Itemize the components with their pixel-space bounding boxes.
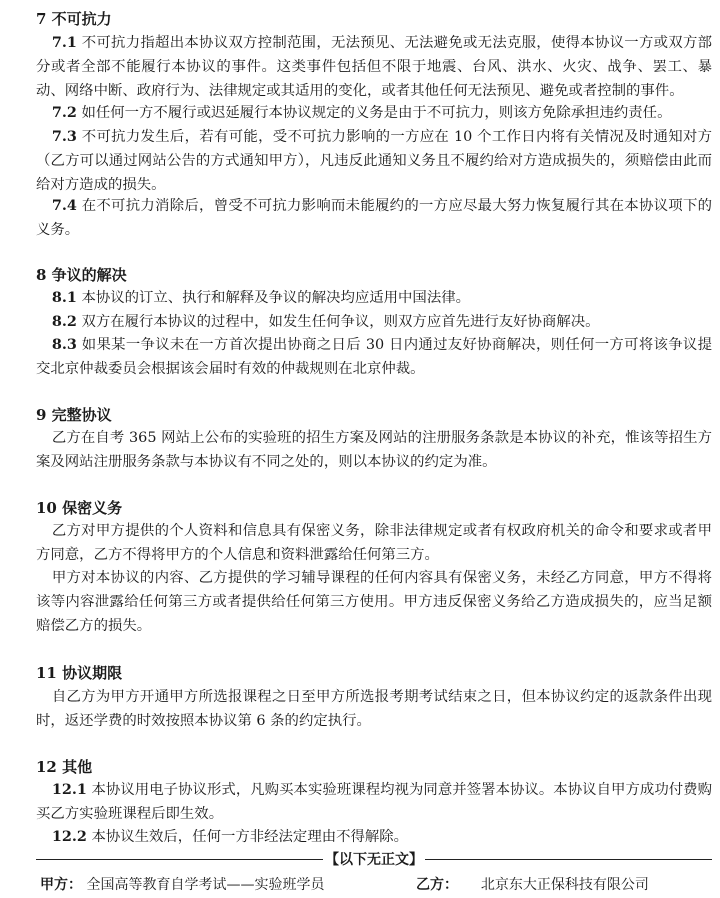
clause-12-1: 12.1 本协议用电子协议形式，凡购买本实验班课程均视为同意并签署本协议。本协议自甲方成功付费购买乙方实验班课程后即生效。 [36, 781, 712, 822]
section-title-8: 8 争议的解决 [36, 266, 127, 284]
section-title-10: 10 保密义务 [36, 499, 123, 517]
clause-7-3: 7.3 不可抗力发生后，若有可能，受不可抗力影响的一方应在 10 个工作日内将有关情况及时通知对方（乙方可以通过网站公告的方式通知甲方），凡违反此通知义务且不履约给对方造成损失的，须赔偿由此而给对方造成的损失。 [36, 128, 712, 193]
party-b-signature [416, 874, 649, 896]
section-title-9: 9 完整协议 [36, 406, 112, 424]
divider-rule-right [425, 859, 712, 860]
clause-8-2: 8.2 双方在履行本协议的过程中，如发生任何争议，则双方应首先进行友好协商解决。 [51, 313, 600, 330]
clause-9: 乙方在自考 365 网站上公布的实验班的招生方案及网站的注册服务条款是本协议的补充，惟该等招生方案及网站注册服务条款与本协议有不同之处的，则以本协议的约定为准。 [36, 430, 712, 470]
party-b-value: 北京东大正保科技有限公司 [480, 877, 649, 893]
clause-10-a: 乙方对甲方提供的个人资料和信息具有保密义务，除非法律规定或者有权政府机关的命令和要求或者甲方同意，乙方不得将甲方的个人信息和资料泄露给任何第三方。 [36, 523, 712, 563]
party-a-value: 全国高等教育自学考试——实验班学员 [86, 877, 325, 893]
clause-10-b: 甲方对本协议的内容、乙方提供的学习辅导课程的任何内容具有保密义务，未经乙方同意，甲方不得将该等内容泄露给任何第三方或者提供给任何第三方使用。甲方违反保密义务给乙方造成损失的，应当足额赔偿乙方的损失。 [36, 570, 712, 634]
section-title-12: 12 其他 [36, 758, 93, 776]
party-b-label: 乙方： [416, 877, 458, 893]
clause-12-2: 12.2 本协议生效后，任何一方非经法定理由不得解除。 [51, 828, 409, 845]
clause-7-1: 7.1 不可抗力指超出本协议双方控制范围，无法预见、无法避免或无法克服，使得本协议一方或双方部分或者全部不能履行本协议的事件。这类事件包括但不限于地震、台风、洪水、火灾、战争、罢工、暴动、网络中断、政府行为、法律规定或其适用的变化，或者其他任何无法预见、避免或者控制的事件。 [36, 34, 712, 99]
section-title-7: 7 不可抗力 [36, 10, 112, 28]
clause-7-4: 7.4 在不可抗力消除后，曾受不可抗力影响而未能履约的一方应尽最大努力恢复履行其在本协议项下的义务。 [36, 197, 712, 238]
clause-8-3: 8.3 如果某一争议未在一方首次提出协商之日后 30 日内通过友好协商解决，则任何一方可将该争议提交北京仲裁委员会根据该会届时有效的仲裁规则在北京仲裁。 [36, 336, 712, 377]
clause-7-2: 7.2 如任何一方不履行或迟延履行本协议规定的义务是由于不可抗力，则该方免除承担违约责任。 [51, 104, 672, 121]
clause-11: 自乙方为甲方开通甲方所选报课程之日至甲方所选报考期考试结束之日，但本协议约定的返款条件出现时，返还学费的时效按照本协议第 6 条的约定执行。 [36, 689, 712, 729]
clause-8-1: 8.1 本协议的订立、执行和解释及争议的解决均应适用中国法律。 [51, 289, 470, 306]
section-title-11: 11 协议期限 [36, 664, 123, 682]
end-of-text-divider [36, 846, 712, 872]
end-of-text-label: 【以下无正文】 [325, 852, 423, 868]
party-a-label: 甲方： [40, 877, 82, 893]
party-a-signature [40, 874, 324, 896]
divider-rule-left [36, 859, 323, 860]
